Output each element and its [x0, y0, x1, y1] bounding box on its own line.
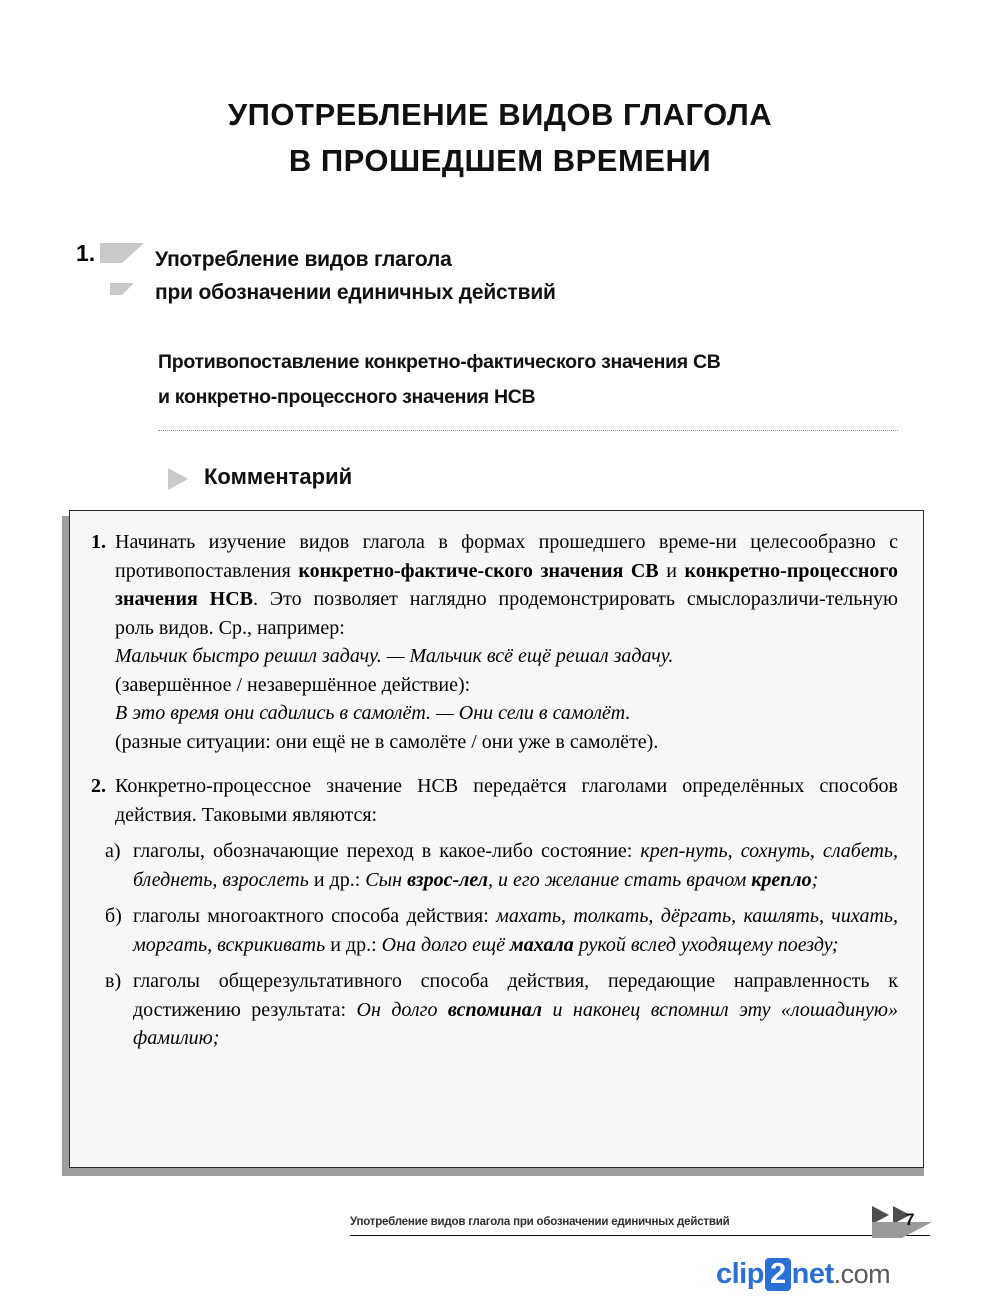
section-subheading-line1: Противопоставление конкретно-фактического значения СВ	[158, 351, 721, 373]
watermark-part2: 2	[765, 1258, 791, 1291]
divider-dotted	[158, 430, 898, 431]
sub-list-item-body	[133, 837, 898, 894]
section-subheading	[158, 345, 898, 415]
list-item	[91, 772, 898, 829]
section-heading-line1: Употребление видов глагола	[155, 248, 452, 271]
watermark-part3: net	[791, 1258, 834, 1290]
text-run-bold-italic: взрос-лел	[407, 868, 489, 891]
text-run: глаголы многоактного способа действия:	[133, 905, 497, 927]
sub-list-item	[91, 902, 898, 959]
text-run: и	[658, 559, 685, 582]
sub-list-item-body	[133, 902, 898, 959]
section-heading-line2: при обозначении единичных действий	[155, 281, 556, 304]
sub-list-item	[91, 837, 898, 894]
example-plain: (разные ситуации: они ещё не в самолёте / они уже в самолёте).	[115, 730, 659, 753]
list-marker: 2.	[91, 775, 106, 797]
text-run: глаголы, обозначающие переход в какое-либо состояние:	[133, 840, 641, 862]
text-run-italic: креп-нуть, сохнуть, слабеть, бледнеть, взрослеть	[133, 840, 898, 891]
comment-box-content	[69, 510, 924, 1168]
page-title	[0, 92, 1000, 184]
watermark	[716, 1258, 890, 1291]
footer-running-title: Употребление видов глагола при обозначении единичных действий	[350, 1216, 730, 1228]
text-run-italic: , и его желание стать врачом	[488, 868, 752, 891]
text-run-italic: Сын	[365, 868, 408, 891]
section-subheading-line2: и конкретно-процессного значения НСВ	[158, 386, 536, 408]
text-run: Конкретно-процессное значение НСВ передаётся глаголами определённых способов действия. Таковыми являются:	[115, 775, 898, 826]
text-run: глаголы общерезультативного способа действия, передающие направленность к достижению результата:	[133, 970, 898, 1021]
list-marker: 1.	[91, 531, 106, 553]
list-item-body	[115, 528, 898, 756]
sub-list-item-body	[133, 967, 898, 1053]
section-heading	[155, 243, 855, 309]
text-run-bold-italic: крепло	[751, 868, 812, 891]
text-run-italic: Она долго ещё	[381, 933, 511, 956]
text-run-italic: Он долго	[356, 998, 448, 1021]
triangle-decoration-icon	[872, 1222, 932, 1238]
text-run-bold: конкретно-процессного значения НСВ	[115, 559, 898, 610]
comment-label: Комментарий	[204, 464, 353, 489]
triangle-bullet-icon	[100, 243, 144, 263]
section-number: 1.	[76, 240, 96, 266]
page-title-line2: В ПРОШЕДШЕМ ВРЕМЕНИ	[288, 143, 712, 178]
text-run: и др.:	[308, 868, 366, 891]
text-run-italic: ;	[811, 868, 819, 891]
text-run-italic: рукой вслед уходящему поезду;	[573, 933, 839, 956]
example-italic: Мальчик быстро решил задачу. — Мальчик всё ещё решал задачу.	[115, 645, 674, 667]
example-plain: (завершённое / незавершённое действие):	[115, 673, 471, 696]
page-title-line1: УПОТРЕБЛЕНИЕ ВИДОВ ГЛАГОЛА	[227, 97, 773, 132]
watermark-part4: .com	[833, 1259, 891, 1289]
sub-list-marker: а)	[105, 840, 121, 862]
page-number: 7	[905, 1210, 915, 1229]
example-italic: В это время они садились в самолёт. — Они сели в самолёт.	[115, 702, 631, 724]
list-item	[91, 528, 898, 756]
text-run-bold-italic: махала	[510, 933, 574, 956]
text-run-bold-italic: вспоминал	[447, 998, 543, 1021]
watermark-part1: clip	[716, 1258, 764, 1290]
list-item-body	[115, 772, 898, 829]
text-run-italic: махать, толкать, дёргать, кашлять, чихать, моргать, вскрикивать	[133, 905, 898, 956]
text-run: . Это позволяет наглядно продемонстрировать смыслоразличи-тельную роль видов. Ср., например:	[115, 588, 898, 639]
sub-list-marker: в)	[105, 970, 122, 992]
text-run-bold: конкретно-фактиче-ского значения СВ	[298, 559, 659, 582]
text-run: Начинать изучение видов глагола в формах прошедшего време-ни целесообразно с противопоставления	[115, 531, 898, 582]
triangle-marker-icon	[168, 468, 188, 490]
sub-list-marker: б)	[105, 905, 122, 927]
text-run-italic: и наконец вспомнил эту «лошадиную» фамилию;	[133, 998, 898, 1049]
footer-divider	[350, 1235, 930, 1236]
text-run: и др.:	[325, 933, 382, 956]
sub-list-item	[91, 967, 898, 1053]
